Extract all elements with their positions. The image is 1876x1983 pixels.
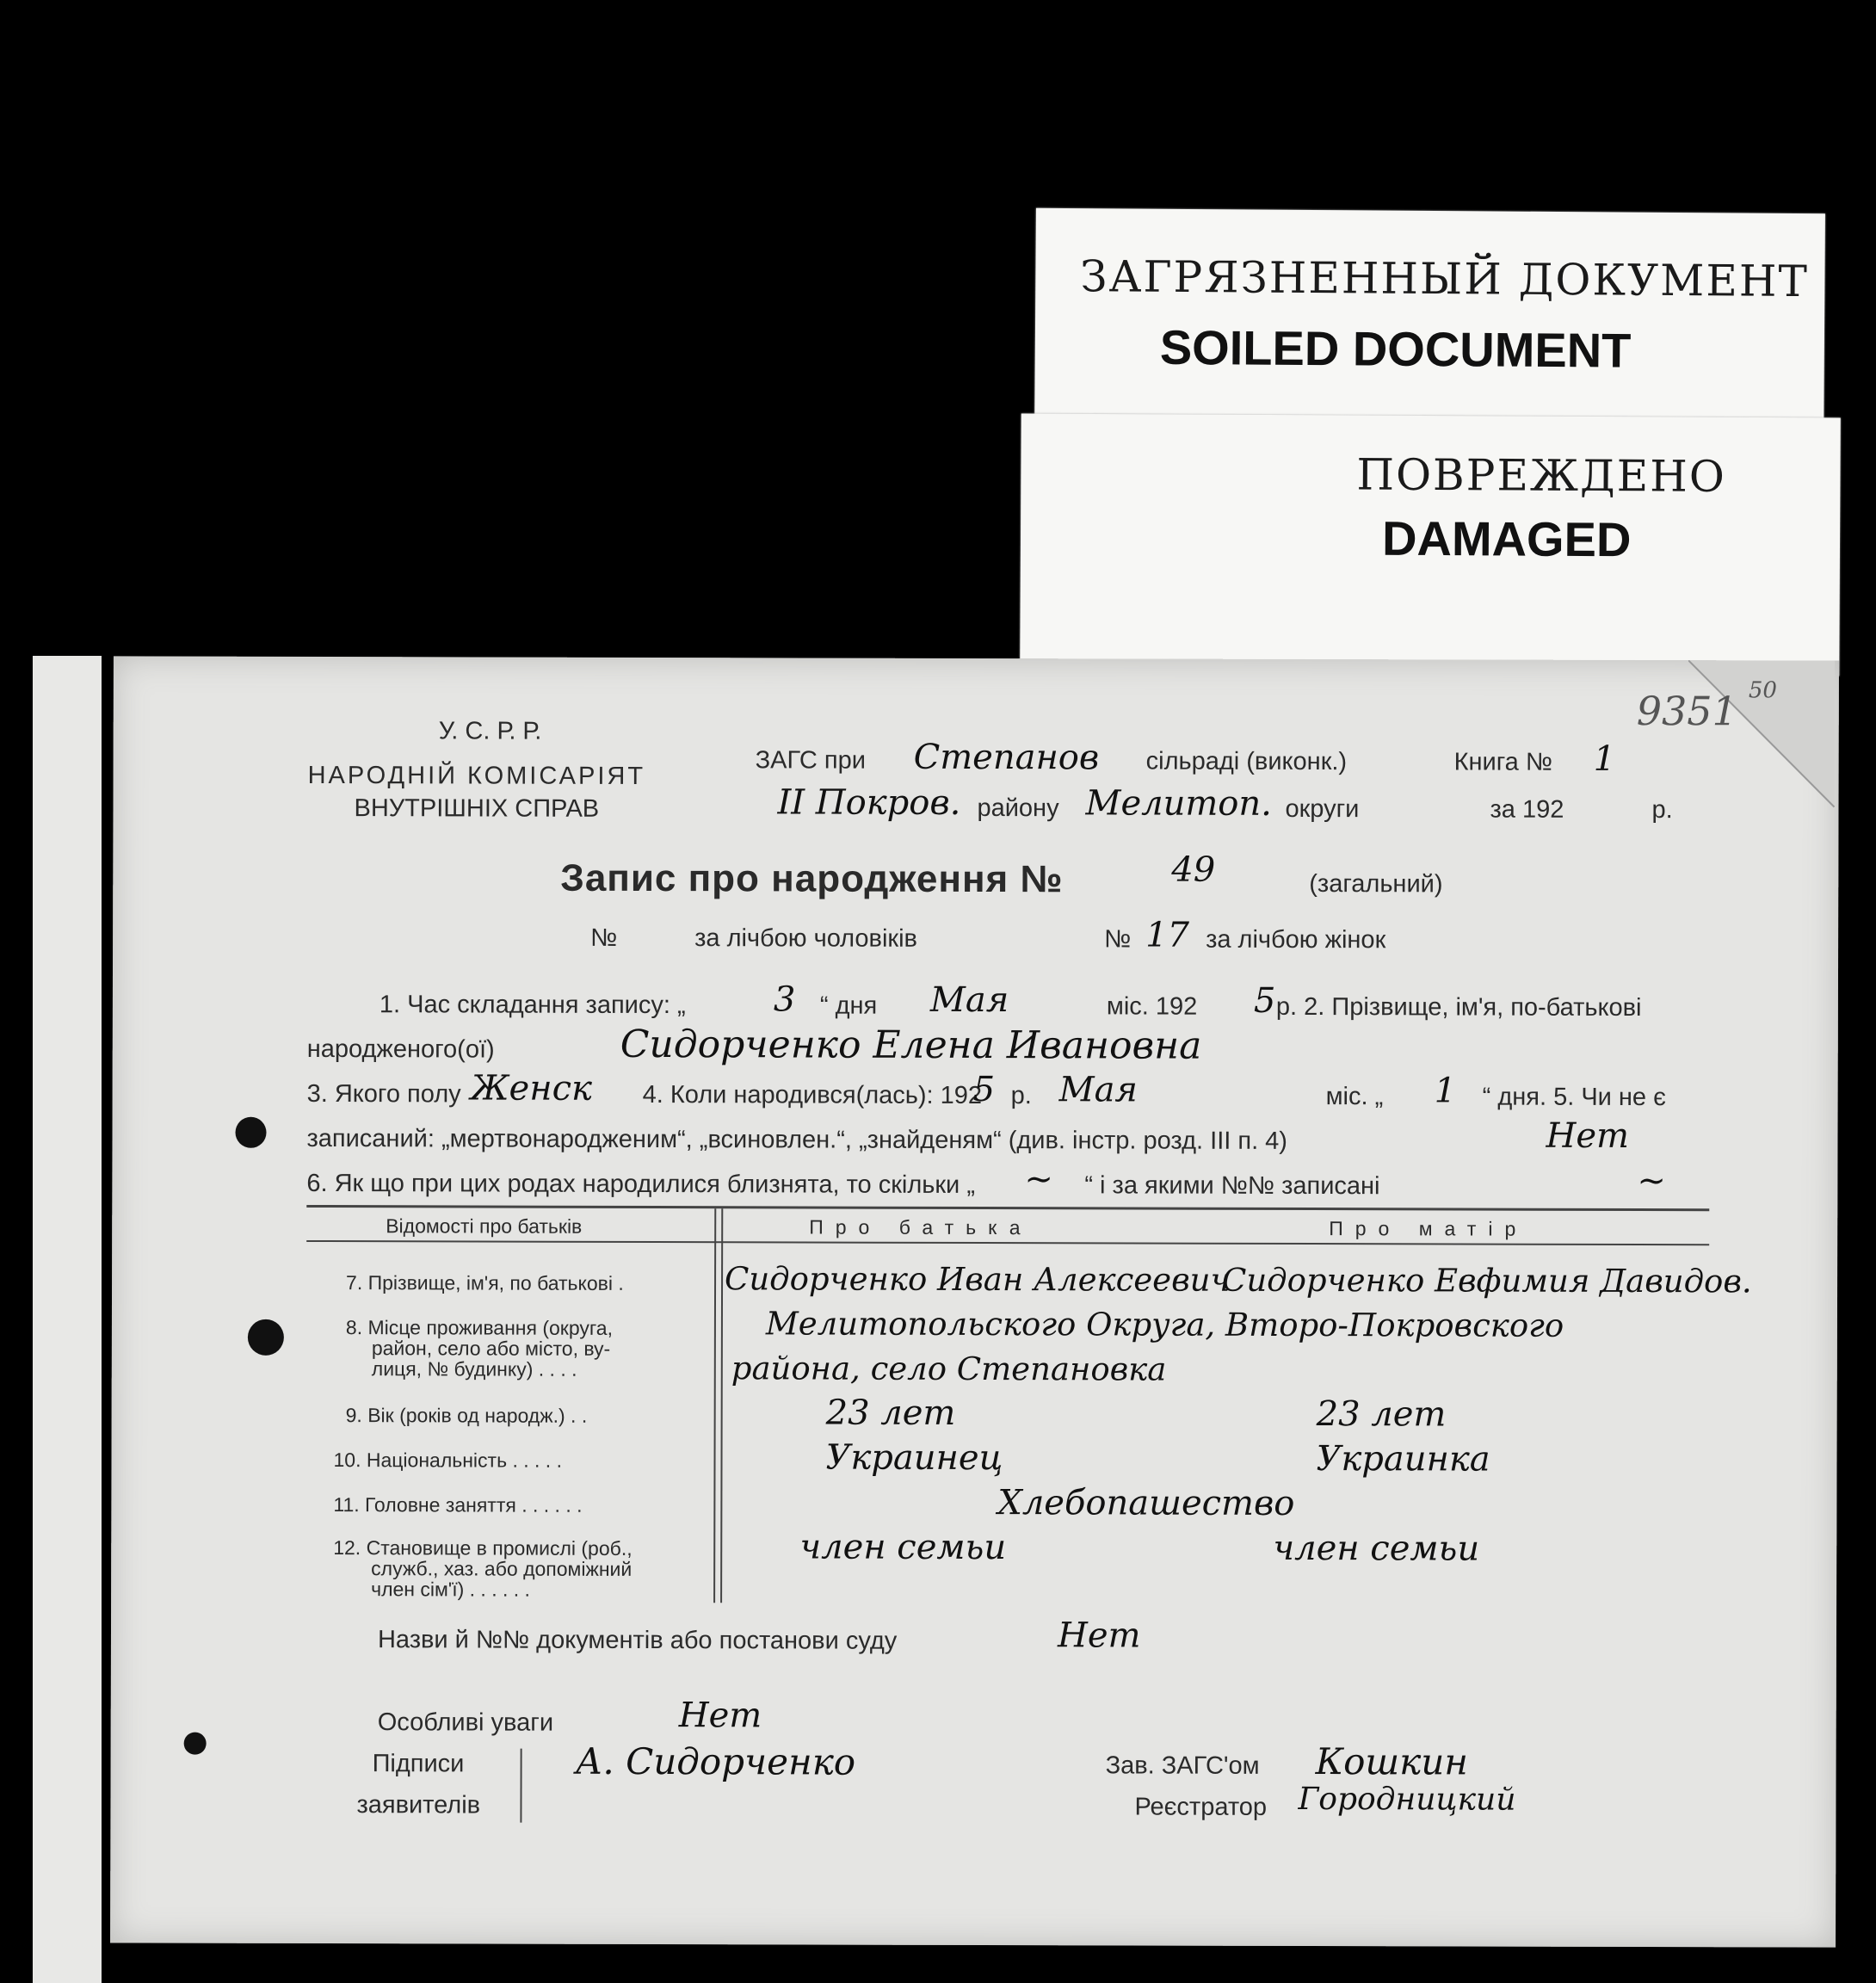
mother-status: член семьи: [1273, 1528, 1480, 1569]
row3-p: р.: [1010, 1082, 1032, 1110]
signature-bracket: [520, 1749, 521, 1823]
father-status: член семьи: [799, 1527, 1007, 1568]
row1-rest: р. 2. Прізвище, ім'я, по-батькові: [1275, 992, 1642, 1022]
archive-number: 9351: [1636, 688, 1737, 735]
father-nationality: Украинец: [825, 1437, 1003, 1479]
record-title: Запис про народження №: [560, 856, 1064, 901]
residence-line-2: района, село Степановка: [731, 1350, 1167, 1388]
row1-month: Мая: [929, 979, 1009, 1021]
men-count-label: за лічбою чоловіків: [694, 924, 918, 953]
binding-hole: [235, 1117, 266, 1148]
signatures-label: Підписи: [372, 1750, 465, 1778]
row11-label: 11. Головне заняття . . . . . .: [333, 1493, 583, 1517]
table-header-father: Про батька: [809, 1215, 1033, 1239]
okrug-label: округи: [1285, 794, 1360, 824]
row8-label-b: район, село або місто, ву-: [371, 1337, 611, 1360]
zags-prefix: ЗАГС при: [755, 746, 866, 775]
birth-day: 1: [1434, 1071, 1457, 1111]
row3-label: 3. Якого полу: [306, 1079, 461, 1109]
head-signature: Кошкин: [1315, 1740, 1469, 1783]
adjacent-page-strip: [33, 656, 102, 1983]
soiled-label-ru: ЗАГРЯЗНЕННЫЙ ДОКУМЕНТ: [1080, 251, 1810, 307]
row4-value: Нет: [1546, 1115, 1630, 1156]
year-label: за 192: [1490, 795, 1564, 824]
notes-value: Нет: [678, 1696, 762, 1736]
zags-suffix: сільраді (виконк.): [1145, 747, 1348, 776]
row1-label: 1. Час складання запису: „: [379, 991, 686, 1020]
raion-label: району: [977, 794, 1059, 823]
women-count-prefix: №: [1104, 925, 1132, 954]
row3-mid: 4. Коли народився(лась): 192: [642, 1080, 983, 1110]
row1-day-suffix: “ дня: [819, 992, 878, 1020]
documents-label: Назви й №№ документів або постанови суду: [377, 1626, 898, 1655]
row1-year-label: міс. 192: [1106, 992, 1198, 1021]
child-sex: Женск: [470, 1068, 592, 1109]
row4-label: записаний: „мертвонародженим“, „всиновлен.“, „знайденям“ (див. інстр. розд. III п. 4): [306, 1124, 1288, 1155]
row5-label: 6. Як що при цих родах народилися близнята, то скільки „: [306, 1169, 976, 1200]
binding-hole: [248, 1319, 284, 1356]
row3-mis: міс. „: [1325, 1083, 1384, 1111]
occupation: Хлебопашество: [997, 1483, 1295, 1523]
damaged-label: [1020, 414, 1841, 676]
men-count-prefix: №: [590, 924, 618, 952]
row12-label-c: член сім'ї) . . . . . .: [371, 1578, 531, 1601]
father-name: Сидорченко Иван Алексеевич: [725, 1260, 1231, 1299]
state-header: У. С. Р. Р.: [438, 717, 542, 745]
row10-label: 10. Національність . . . . .: [333, 1449, 563, 1472]
table-header-parents: Відомості про батьків: [386, 1214, 583, 1238]
table-header-mother: Про матір: [1329, 1217, 1528, 1240]
applicant-signature: А. Сидорченко: [575, 1739, 856, 1783]
zags-village: Степанов: [913, 737, 1100, 778]
raion-value: II Покров.: [777, 782, 961, 823]
commissariat-line-1: НАРОДНІЙ КОМІСАРІЯТ: [307, 761, 646, 790]
okrug-value: Мелитоп.: [1085, 783, 1272, 824]
corner-mark: 50: [1748, 677, 1777, 704]
twins-numbers: ~: [1637, 1161, 1666, 1202]
row9-label: 9. Вік (років од народж.) . .: [345, 1404, 588, 1427]
record-general: (загальний): [1309, 870, 1443, 899]
row1-year-digit: 5: [1253, 980, 1276, 1021]
registrar-signature: Городницкий: [1298, 1781, 1516, 1818]
commissariat-line-2: ВНУТРІШНІХ СПРАВ: [354, 794, 600, 823]
twins-count: ~: [1024, 1159, 1053, 1200]
row12-label-b: служб., хаз. або допоміжний: [371, 1557, 633, 1580]
birth-record-form: [110, 656, 1839, 1947]
row7-label: 7. Прізвище, ім'я, по батькові .: [346, 1271, 624, 1294]
women-count-number: 17: [1145, 915, 1190, 955]
child-name: Сидорченко Елена Ивановна: [620, 1022, 1202, 1068]
head-label: Зав. ЗАГС'ом: [1105, 1751, 1260, 1780]
damaged-label-ru: ПОВРЕЖДЕНО: [1356, 449, 1726, 502]
table-col-rule-double: [720, 1208, 723, 1603]
birth-year-digit: 5: [972, 1069, 996, 1110]
row2-label: народженого(ої): [306, 1035, 495, 1064]
father-age: 23 лет: [825, 1393, 956, 1433]
book-number: 1: [1593, 738, 1616, 779]
table-top-rule: [306, 1205, 1709, 1211]
year-suffix: р.: [1651, 796, 1673, 825]
residence-line-1: Мелитопольского Округа, Второ-Покровского: [765, 1305, 1564, 1344]
birth-month: Мая: [1058, 1070, 1139, 1110]
row5-mid: “ і за якими №№ записані: [1084, 1171, 1380, 1201]
soiled-label-en: SOILED DOCUMENT: [1159, 319, 1632, 378]
row8-label-a: 8. Місце проживання (округа,: [345, 1316, 614, 1339]
mother-name: Сидорченко Евфимия Давидов.: [1222, 1261, 1752, 1300]
table-header-rule: [306, 1240, 1709, 1245]
table-col-rule: [713, 1208, 716, 1603]
women-count-label: за лічбою жінок: [1206, 925, 1386, 954]
row3-rest: “ дня. 5. Чи не є: [1482, 1083, 1666, 1112]
binding-hole: [184, 1733, 207, 1755]
mother-age: 23 лет: [1316, 1394, 1447, 1435]
notes-label: Особливі уваги: [377, 1708, 554, 1737]
damaged-label-en: DAMAGED: [1381, 510, 1632, 567]
registrar-label: Реєстратор: [1134, 1793, 1268, 1821]
mother-nationality: Украинка: [1316, 1439, 1490, 1480]
applicants-label: заявителів: [356, 1791, 481, 1819]
record-number: 49: [1171, 849, 1216, 890]
row12-label-a: 12. Становище в промислі (роб.,: [333, 1536, 633, 1560]
row8-label-c: лиця, № будинку) . . . .: [371, 1357, 577, 1381]
book-label: Книга №: [1453, 748, 1553, 776]
documents-value: Нет: [1057, 1615, 1141, 1656]
row1-day: 3: [773, 979, 796, 1020]
